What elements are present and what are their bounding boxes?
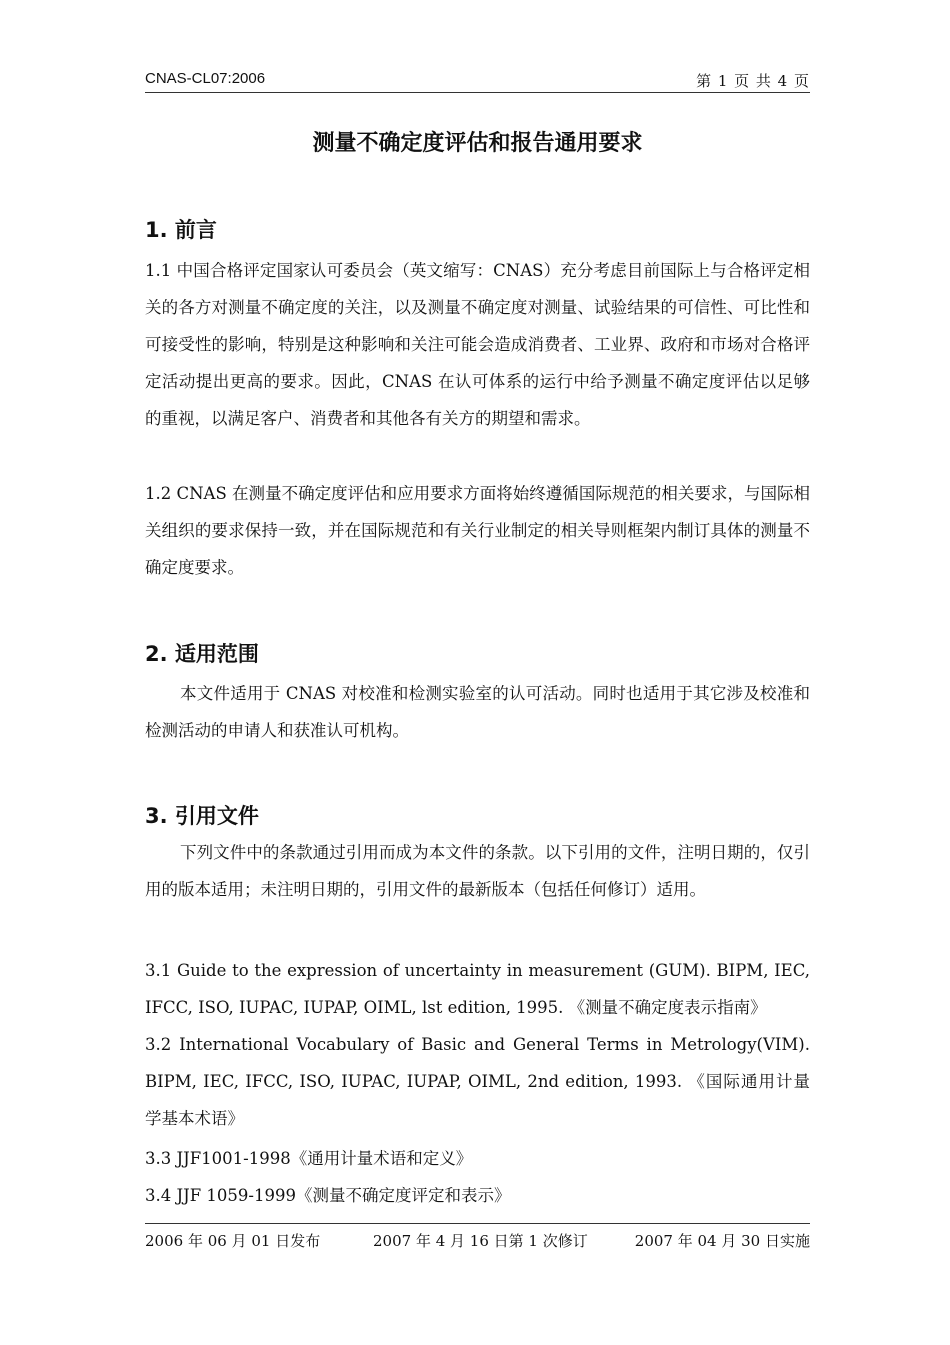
- document-title: 测量不确定度评估和报告通用要求: [312, 131, 643, 156]
- section-2-heading: 2. 适用范围: [145, 642, 259, 666]
- reference-3-4: 3.4 JJF 1059-1999《测量不确定度评定和表示》: [145, 1186, 511, 1205]
- section-3-heading: 3. 引用文件: [145, 804, 259, 828]
- reference-3-2: 3.2 International Vocabulary of Basic and General Terms in Metrology(VIM). BIPM, IEC, IFCC, ISO, IUPAC, IUPAP, OIML, 2nd edition, 1993. 《国际通用计量学基本术语》: [145, 1035, 810, 1128]
- section-1-paragraph-2: 1.2 CNAS 在测量不确定度评估和应用要求方面将始终遵循国际规范的相关要求，与国际相关组织的要求保持一致，并在国际规范和有关行业制定的相关导则框架内制订具体的测量不确定度要求。: [145, 484, 810, 577]
- page-header: [145, 70, 810, 93]
- page-info: 第 1 页 共 4 页: [696, 72, 810, 90]
- section-2-paragraph: 本文件适用于 CNAS 对校准和检测实验室的认可活动。同时也适用于其它涉及校准和检测活动的申请人和获准认可机构。: [145, 684, 810, 740]
- published-date: 2006 年 06 月 01 日发布: [145, 1232, 321, 1250]
- section-1-paragraph-1: 1.1 中国合格评定国家认可委员会（英文缩写：CNAS）充分考虑目前国际上与合格评定相关的各方对测量不确定度的关注，以及测量不确定度对测量、试验结果的可信性、可比性和可接受性的影响，特别是这种影响和关注可能会造成消费者、工业界、政府和市场对合格评定活动提出更高的要求。因此，CNAS 在认可体系的运行中给予测量不确定度评估以足够的重视，以满足客户、消费者和其他各有关方的期望和需求。: [145, 261, 810, 428]
- revision-date: 2007 年 4 月 16 日第 1 次修订: [373, 1232, 588, 1250]
- doc-code: CNAS-CL07:2006: [145, 70, 266, 87]
- reference-3-3: 3.3 JJF1001-1998《通用计量术语和定义》: [145, 1149, 473, 1168]
- effective-date: 2007 年 04 月 30 日实施: [634, 1232, 810, 1250]
- section-1-heading: 1. 前言: [145, 218, 217, 242]
- page-footer: [145, 1223, 810, 1254]
- reference-3-1: 3.1 Guide to the expression of uncertainty in measurement (GUM). BIPM, IEC, IFCC, ISO, IUPAC, IUPAP, OIML, lst edition, 1995. 《测量不确定度表示指南》: [145, 961, 810, 1017]
- section-3-paragraph: 下列文件中的条款通过引用而成为本文件的条款。以下引用的文件，注明日期的，仅引用的版本适用；未注明日期的，引用文件的最新版本（包括任何修订）适用。: [145, 843, 810, 899]
